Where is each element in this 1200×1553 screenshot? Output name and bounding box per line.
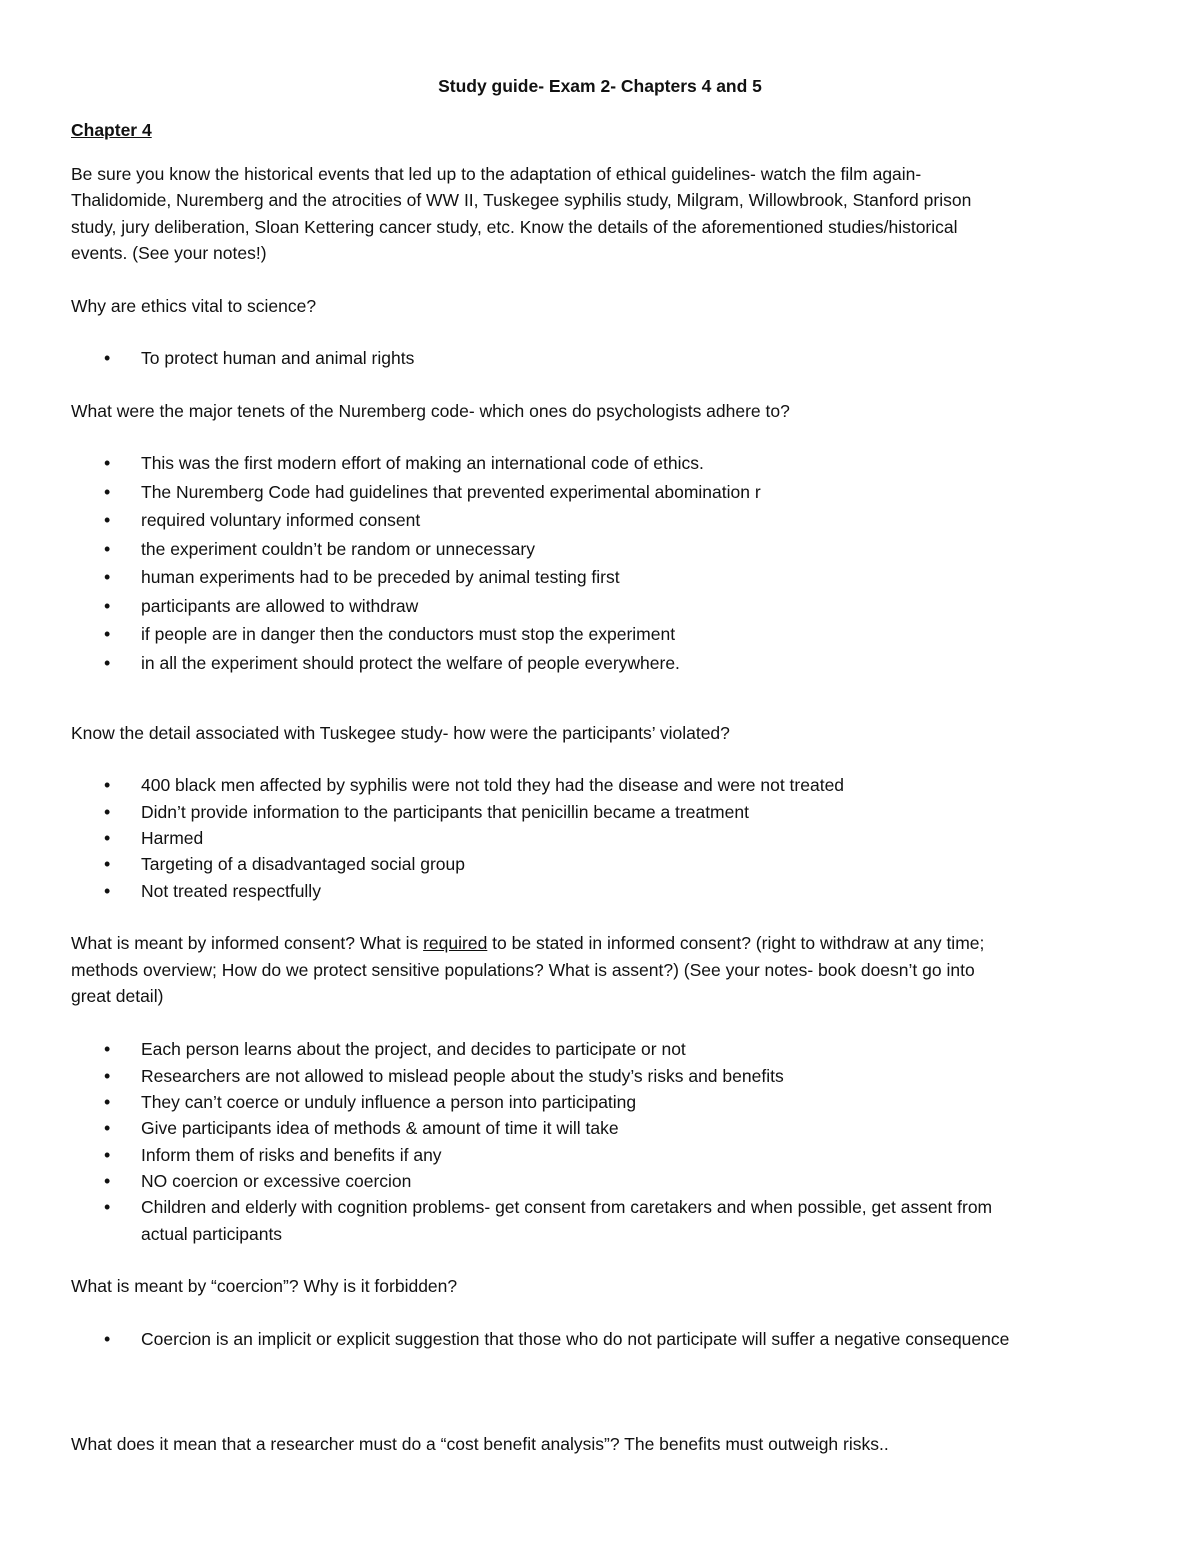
question-informed-consent: [71, 932, 984, 954]
chapter-heading: Chapter 4: [71, 120, 152, 140]
bullet-marker: •: [104, 596, 111, 616]
bullet-item: They can’t coerce or unduly influence a person into participating: [141, 1092, 637, 1112]
question-line: methods overview; How do we protect sensitive populations? What is assent?) (See your notes- book doesn’t go into: [71, 960, 975, 980]
bullet-item: The Nuremberg Code had guidelines that prevented experimental abomination r: [141, 482, 761, 502]
intro-line: Be sure you know the historical events that led up to the adaptation of ethical guidelines- watch the film again-: [71, 164, 922, 184]
bullet-item: human experiments had to be preceded by animal testing first: [141, 567, 620, 587]
document-title: Study guide- Exam 2- Chapters 4 and 5: [438, 76, 762, 96]
bullet-item-continuation: actual participants: [141, 1224, 283, 1244]
question-cost-benefit: What does it mean that a researcher must do a “cost benefit analysis”? The benefits must outweigh risks..: [71, 1434, 889, 1454]
bullet-item: if people are in danger then the conductors must stop the experiment: [141, 624, 676, 644]
bullet-item: the experiment couldn’t be random or unnecessary: [141, 539, 535, 559]
bullet-marker: •: [104, 881, 111, 901]
intro-line: Thalidomide, Nuremberg and the atrocities of WW II, Tuskegee syphilis study, Milgram, Willowbrook, Stanford prison: [71, 190, 972, 210]
bullet-marker: •: [104, 510, 111, 530]
bullet-item: Researchers are not allowed to mislead people about the study’s risks and benefits: [141, 1066, 784, 1086]
bullet-marker: •: [104, 1197, 111, 1217]
bullet-marker: •: [104, 1092, 111, 1112]
bullet-item: NO coercion or excessive coercion: [141, 1171, 412, 1191]
bullet-marker: •: [104, 482, 111, 502]
bullet-marker: •: [104, 802, 111, 822]
bullet-marker: •: [104, 653, 111, 673]
bullet-item: Give participants idea of methods & amount of time it will take: [141, 1118, 619, 1138]
bullet-item: Inform them of risks and benefits if any: [141, 1145, 442, 1165]
bullet-marker: •: [104, 828, 111, 848]
question-line: great detail): [71, 986, 164, 1006]
bullet-marker: •: [104, 1171, 111, 1191]
bullet-marker: •: [104, 1118, 111, 1138]
underlined-word: required: [423, 933, 488, 953]
bullet-marker: •: [104, 539, 111, 559]
bullet-item: required voluntary informed consent: [141, 510, 421, 530]
bullet-marker: •: [104, 1145, 111, 1165]
question-text: to be stated in informed consent? (right to withdraw at any time;: [487, 933, 985, 953]
bullet-item: Each person learns about the project, and decides to participate or not: [141, 1039, 686, 1059]
question-tuskegee: Know the detail associated with Tuskegee study- how were the participants’ violated?: [71, 723, 730, 743]
bullet-item: Targeting of a disadvantaged social group: [141, 854, 465, 874]
bullet-item: Harmed: [141, 828, 204, 848]
question-coercion: What is meant by “coercion”? Why is it forbidden?: [71, 1276, 458, 1296]
bullet-item: Coercion is an implicit or explicit suggestion that those who do not participate will suffer a negative consequence: [141, 1329, 1010, 1349]
bullet-marker: •: [104, 624, 111, 644]
bullet-item: Not treated respectfully: [141, 881, 321, 901]
bullet-marker: •: [104, 348, 111, 368]
question-text: What is meant by informed consent? What is: [71, 933, 424, 953]
bullet-marker: •: [104, 1329, 111, 1349]
bullet-item: Didn’t provide information to the participants that penicillin became a treatment: [141, 802, 749, 822]
bullet-item: 400 black men affected by syphilis were not told they had the disease and were not treated: [141, 775, 845, 795]
intro-line: events. (See your notes!): [71, 243, 267, 263]
intro-line: study, jury deliberation, Sloan Kettering cancer study, etc. Know the details of the aforementioned studies/historical: [71, 217, 958, 237]
bullet-marker: •: [104, 775, 111, 795]
question-nuremberg: What were the major tenets of the Nuremberg code- which ones do psychologists adhere to?: [71, 401, 790, 421]
bullet-item: participants are allowed to withdraw: [141, 596, 419, 616]
bullet-marker: •: [104, 1039, 111, 1059]
bullet-marker: •: [104, 1066, 111, 1086]
bullet-item: This was the first modern effort of making an international code of ethics.: [141, 453, 704, 473]
bullet-marker: •: [104, 453, 111, 473]
bullet-marker: •: [104, 854, 111, 874]
bullet-item: Children and elderly with cognition problems- get consent from caretakers and when possible, get assent from: [141, 1197, 993, 1217]
bullet-item: in all the experiment should protect the welfare of people everywhere.: [141, 653, 680, 673]
question-ethics: Why are ethics vital to science?: [71, 296, 317, 316]
bullet-item: To protect human and animal rights: [141, 348, 415, 368]
bullet-marker: •: [104, 567, 111, 587]
